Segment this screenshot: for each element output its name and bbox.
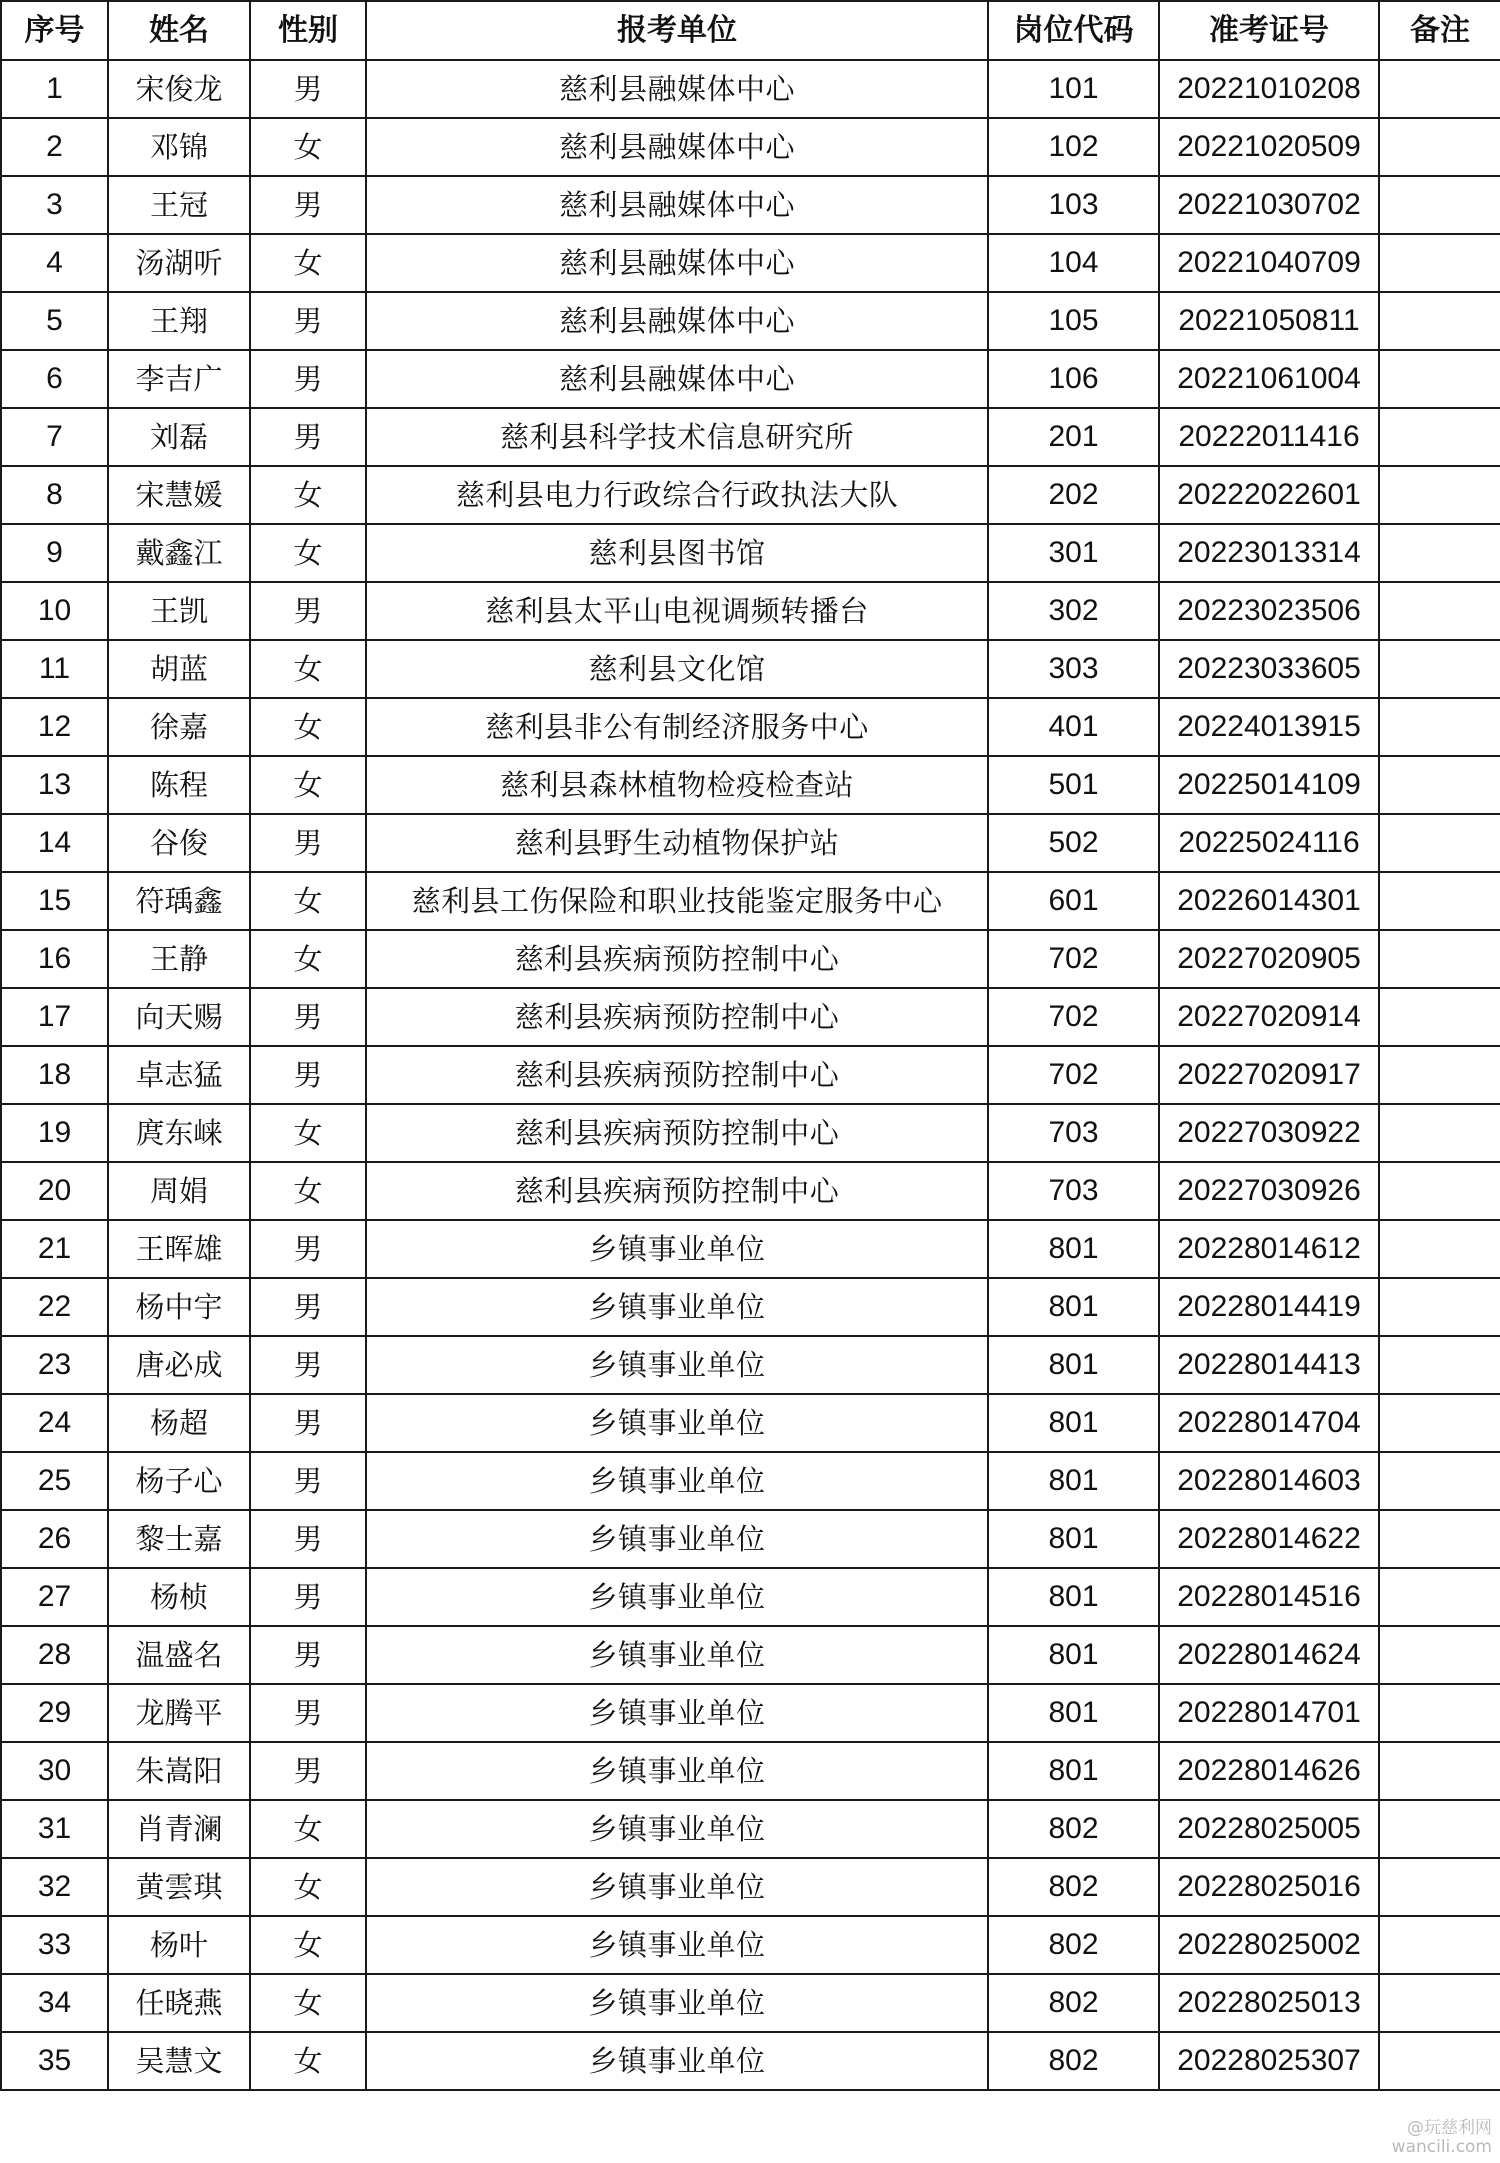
cell-gender: 男 [250,1510,366,1568]
cell-remark [1379,1046,1500,1104]
table-row [1,814,1500,872]
cell-ticket-number: 20228014413 [1159,1336,1379,1394]
cell-name: 刘磊 [108,408,250,466]
cell-post-code: 802 [988,2032,1159,2090]
cell-name: 王翔 [108,292,250,350]
cell-remark [1379,118,1500,176]
cell-ticket-number: 20227020917 [1159,1046,1379,1104]
cell-unit: 慈利县融媒体中心 [366,292,988,350]
cell-serial: 18 [1,1046,108,1104]
cell-serial: 5 [1,292,108,350]
cell-post-code: 103 [988,176,1159,234]
cell-serial: 22 [1,1278,108,1336]
cell-remark [1379,698,1500,756]
cell-ticket-number: 20225024116 [1159,814,1379,872]
cell-post-code: 501 [988,756,1159,814]
cell-ticket-number: 20222011416 [1159,408,1379,466]
header-serial: 序号 [1,1,108,60]
cell-post-code: 802 [988,1800,1159,1858]
table-row [1,292,1500,350]
cell-remark [1379,1452,1500,1510]
cell-gender: 女 [250,1162,366,1220]
cell-remark [1379,176,1500,234]
cell-gender: 男 [250,60,366,118]
cell-name: 黄雲琪 [108,1858,250,1916]
cell-name: 任晓燕 [108,1974,250,2032]
cell-unit: 乡镇事业单位 [366,1626,988,1684]
cell-unit: 慈利县疾病预防控制中心 [366,1104,988,1162]
cell-post-code: 303 [988,640,1159,698]
cell-ticket-number: 20223013314 [1159,524,1379,582]
cell-serial: 29 [1,1684,108,1742]
cell-name: 王凯 [108,582,250,640]
cell-name: 向天赐 [108,988,250,1046]
cell-ticket-number: 20228014624 [1159,1626,1379,1684]
cell-unit: 慈利县文化馆 [366,640,988,698]
cell-ticket-number: 20227020905 [1159,930,1379,988]
cell-gender: 男 [250,1684,366,1742]
cell-serial: 33 [1,1916,108,1974]
table-row [1,466,1500,524]
cell-name: 卓志猛 [108,1046,250,1104]
cell-gender: 男 [250,408,366,466]
table-row [1,930,1500,988]
cell-name: 杨桢 [108,1568,250,1626]
cell-gender: 男 [250,988,366,1046]
cell-name: 龙腾平 [108,1684,250,1742]
cell-post-code: 802 [988,1974,1159,2032]
cell-serial: 15 [1,872,108,930]
cell-ticket-number: 20221030702 [1159,176,1379,234]
cell-post-code: 502 [988,814,1159,872]
cell-gender: 男 [250,1568,366,1626]
cell-ticket-number: 20228014701 [1159,1684,1379,1742]
cell-ticket-number: 20227030926 [1159,1162,1379,1220]
table-row [1,408,1500,466]
site-watermark [1392,2119,1492,2157]
cell-post-code: 201 [988,408,1159,466]
cell-serial: 23 [1,1336,108,1394]
cell-unit: 慈利县森林植物检疫检查站 [366,756,988,814]
cell-name: 周娟 [108,1162,250,1220]
cell-serial: 20 [1,1162,108,1220]
cell-post-code: 105 [988,292,1159,350]
cell-ticket-number: 20223023506 [1159,582,1379,640]
cell-serial: 32 [1,1858,108,1916]
cell-serial: 10 [1,582,108,640]
watermark-line-1: @玩慈利网 [1407,2118,1492,2138]
cell-serial: 3 [1,176,108,234]
cell-serial: 26 [1,1510,108,1568]
cell-name: 杨叶 [108,1916,250,1974]
cell-post-code: 801 [988,1220,1159,1278]
cell-gender: 女 [250,1916,366,1974]
cell-gender: 男 [250,1336,366,1394]
cell-post-code: 102 [988,118,1159,176]
roster-body [1,60,1500,2090]
cell-unit: 乡镇事业单位 [366,1974,988,2032]
table-row [1,1278,1500,1336]
cell-remark [1379,1916,1500,1974]
cell-unit: 乡镇事业单位 [366,1394,988,1452]
cell-post-code: 106 [988,350,1159,408]
cell-unit: 慈利县非公有制经济服务中心 [366,698,988,756]
cell-unit: 慈利县融媒体中心 [366,234,988,292]
cell-unit: 慈利县科学技术信息研究所 [366,408,988,466]
cell-name: 黎士嘉 [108,1510,250,1568]
cell-gender: 男 [250,1278,366,1336]
table-row [1,1046,1500,1104]
table-row [1,1568,1500,1626]
table-row [1,1452,1500,1510]
cell-unit: 乡镇事业单位 [366,1684,988,1742]
cell-post-code: 801 [988,1684,1159,1742]
cell-remark [1379,1162,1500,1220]
cell-serial: 11 [1,640,108,698]
cell-gender: 女 [250,756,366,814]
cell-gender: 男 [250,1626,366,1684]
cell-gender: 女 [250,524,366,582]
cell-unit: 慈利县疾病预防控制中心 [366,1162,988,1220]
cell-remark [1379,1974,1500,2032]
table-row [1,988,1500,1046]
cell-name: 温盛名 [108,1626,250,1684]
cell-serial: 31 [1,1800,108,1858]
cell-unit: 慈利县太平山电视调频转播台 [366,582,988,640]
cell-ticket-number: 20228014419 [1159,1278,1379,1336]
cell-serial: 2 [1,118,108,176]
cell-gender: 男 [250,1394,366,1452]
cell-remark [1379,640,1500,698]
cell-ticket-number: 20221010208 [1159,60,1379,118]
cell-ticket-number: 20228014612 [1159,1220,1379,1278]
cell-name: 宋俊龙 [108,60,250,118]
header-remark: 备注 [1379,1,1500,60]
cell-remark [1379,1858,1500,1916]
cell-post-code: 801 [988,1510,1159,1568]
table-row [1,1916,1500,1974]
cell-unit: 乡镇事业单位 [366,2032,988,2090]
table-row [1,756,1500,814]
table-row [1,60,1500,118]
cell-ticket-number: 20225014109 [1159,756,1379,814]
cell-name: 王晖雄 [108,1220,250,1278]
header-unit: 报考单位 [366,1,988,60]
cell-name: 李吉广 [108,350,250,408]
cell-remark [1379,930,1500,988]
cell-ticket-number: 20228025005 [1159,1800,1379,1858]
watermark-line-2: wancili.com [1391,2137,1492,2157]
cell-remark [1379,1220,1500,1278]
cell-unit: 乡镇事业单位 [366,1336,988,1394]
cell-name: 朱嵩阳 [108,1742,250,1800]
cell-unit: 慈利县图书馆 [366,524,988,582]
cell-name: 王冠 [108,176,250,234]
cell-unit: 慈利县融媒体中心 [366,60,988,118]
cell-unit: 慈利县野生动植物保护站 [366,814,988,872]
table-row [1,234,1500,292]
cell-remark [1379,1626,1500,1684]
table-row [1,176,1500,234]
table-row [1,118,1500,176]
cell-serial: 7 [1,408,108,466]
cell-serial: 24 [1,1394,108,1452]
cell-serial: 27 [1,1568,108,1626]
cell-serial: 14 [1,814,108,872]
cell-ticket-number: 20223033605 [1159,640,1379,698]
cell-remark [1379,1684,1500,1742]
table-row [1,1162,1500,1220]
cell-name: 宋慧媛 [108,466,250,524]
cell-post-code: 702 [988,988,1159,1046]
cell-name: 王静 [108,930,250,988]
cell-unit: 乡镇事业单位 [366,1742,988,1800]
cell-post-code: 401 [988,698,1159,756]
table-row [1,524,1500,582]
cell-unit: 乡镇事业单位 [366,1916,988,1974]
cell-gender: 女 [250,1858,366,1916]
table-row [1,1974,1500,2032]
cell-unit: 慈利县工伤保险和职业技能鉴定服务中心 [366,872,988,930]
cell-serial: 19 [1,1104,108,1162]
cell-serial: 21 [1,1220,108,1278]
cell-post-code: 601 [988,872,1159,930]
cell-post-code: 101 [988,60,1159,118]
cell-gender: 男 [250,582,366,640]
cell-ticket-number: 20221061004 [1159,350,1379,408]
cell-unit: 慈利县融媒体中心 [366,118,988,176]
cell-gender: 女 [250,118,366,176]
cell-remark [1379,1800,1500,1858]
cell-serial: 12 [1,698,108,756]
cell-ticket-number: 20226014301 [1159,872,1379,930]
table-row [1,640,1500,698]
table-row [1,350,1500,408]
cell-ticket-number: 20228014622 [1159,1510,1379,1568]
cell-unit: 乡镇事业单位 [366,1510,988,1568]
cell-gender: 女 [250,234,366,292]
cell-serial: 28 [1,1626,108,1684]
cell-name: 杨子心 [108,1452,250,1510]
cell-remark [1379,234,1500,292]
cell-post-code: 302 [988,582,1159,640]
table-row [1,2032,1500,2090]
cell-ticket-number: 20228014516 [1159,1568,1379,1626]
cell-post-code: 801 [988,1742,1159,1800]
cell-remark [1379,524,1500,582]
cell-post-code: 801 [988,1278,1159,1336]
cell-name: 戴鑫江 [108,524,250,582]
cell-remark [1379,350,1500,408]
cell-gender: 男 [250,292,366,350]
cell-gender: 女 [250,1800,366,1858]
cell-post-code: 703 [988,1104,1159,1162]
cell-serial: 8 [1,466,108,524]
cell-gender: 男 [250,1046,366,1104]
cell-remark [1379,756,1500,814]
cell-serial: 34 [1,1974,108,2032]
cell-gender: 女 [250,1974,366,2032]
cell-gender: 男 [250,1742,366,1800]
cell-name: 庹东崃 [108,1104,250,1162]
cell-post-code: 702 [988,930,1159,988]
cell-ticket-number: 20228014626 [1159,1742,1379,1800]
table-row [1,1858,1500,1916]
cell-gender: 男 [250,176,366,234]
cell-ticket-number: 20221050811 [1159,292,1379,350]
cell-unit: 乡镇事业单位 [366,1452,988,1510]
cell-ticket-number: 20228025307 [1159,2032,1379,2090]
cell-ticket-number: 20227020914 [1159,988,1379,1046]
cell-remark [1379,1742,1500,1800]
cell-serial: 4 [1,234,108,292]
cell-name: 吴慧文 [108,2032,250,2090]
cell-remark [1379,872,1500,930]
cell-serial: 13 [1,756,108,814]
cell-unit: 慈利县融媒体中心 [366,350,988,408]
cell-serial: 9 [1,524,108,582]
cell-serial: 25 [1,1452,108,1510]
cell-post-code: 802 [988,1858,1159,1916]
header-name: 姓名 [108,1,250,60]
cell-unit: 乡镇事业单位 [366,1220,988,1278]
cell-gender: 男 [250,814,366,872]
table-row [1,582,1500,640]
cell-unit: 慈利县融媒体中心 [366,176,988,234]
cell-ticket-number: 20228025016 [1159,1858,1379,1916]
cell-gender: 男 [250,1452,366,1510]
cell-gender: 男 [250,1220,366,1278]
cell-serial: 17 [1,988,108,1046]
cell-ticket-number: 20228014704 [1159,1394,1379,1452]
cell-remark [1379,408,1500,466]
table-row [1,1800,1500,1858]
cell-serial: 35 [1,2032,108,2090]
cell-remark [1379,1278,1500,1336]
cell-unit: 慈利县疾病预防控制中心 [366,930,988,988]
header-post-code: 岗位代码 [988,1,1159,60]
cell-name: 徐嘉 [108,698,250,756]
cell-unit: 乡镇事业单位 [366,1568,988,1626]
cell-remark [1379,1568,1500,1626]
cell-name: 陈程 [108,756,250,814]
cell-serial: 30 [1,1742,108,1800]
table-row [1,1104,1500,1162]
cell-remark [1379,1104,1500,1162]
table-row [1,872,1500,930]
cell-name: 符瑀鑫 [108,872,250,930]
cell-ticket-number: 20221020509 [1159,118,1379,176]
cell-name: 杨中宇 [108,1278,250,1336]
cell-post-code: 801 [988,1452,1159,1510]
cell-name: 胡蓝 [108,640,250,698]
cell-gender: 女 [250,930,366,988]
cell-gender: 女 [250,466,366,524]
cell-remark [1379,2032,1500,2090]
table-row [1,1742,1500,1800]
cell-post-code: 801 [988,1626,1159,1684]
cell-remark [1379,292,1500,350]
cell-post-code: 802 [988,1916,1159,1974]
cell-unit: 慈利县电力行政综合行政执法大队 [366,466,988,524]
cell-ticket-number: 20228014603 [1159,1452,1379,1510]
cell-unit: 乡镇事业单位 [366,1800,988,1858]
cell-ticket-number: 20227030922 [1159,1104,1379,1162]
cell-serial: 1 [1,60,108,118]
cell-remark [1379,1336,1500,1394]
cell-unit: 慈利县疾病预防控制中心 [366,988,988,1046]
cell-remark [1379,60,1500,118]
cell-post-code: 801 [988,1394,1159,1452]
cell-post-code: 801 [988,1336,1159,1394]
cell-gender: 女 [250,698,366,756]
table-row [1,1220,1500,1278]
cell-ticket-number: 20224013915 [1159,698,1379,756]
cell-name: 谷俊 [108,814,250,872]
cell-gender: 女 [250,872,366,930]
cell-gender: 女 [250,640,366,698]
cell-remark [1379,466,1500,524]
cell-gender: 女 [250,2032,366,2090]
cell-post-code: 104 [988,234,1159,292]
cell-serial: 16 [1,930,108,988]
cell-name: 肖青澜 [108,1800,250,1858]
cell-post-code: 301 [988,524,1159,582]
cell-remark [1379,814,1500,872]
cell-serial: 6 [1,350,108,408]
cell-post-code: 702 [988,1046,1159,1104]
cell-post-code: 801 [988,1568,1159,1626]
cell-post-code: 703 [988,1162,1159,1220]
cell-name: 汤湖听 [108,234,250,292]
cell-gender: 男 [250,350,366,408]
table-row [1,1394,1500,1452]
header-ticket-number: 准考证号 [1159,1,1379,60]
cell-ticket-number: 20228025002 [1159,1916,1379,1974]
cell-unit: 乡镇事业单位 [366,1278,988,1336]
header-gender: 性别 [250,1,366,60]
cell-post-code: 202 [988,466,1159,524]
cell-unit: 慈利县疾病预防控制中心 [366,1046,988,1104]
cell-remark [1379,1510,1500,1568]
cell-name: 杨超 [108,1394,250,1452]
cell-remark [1379,1394,1500,1452]
header-row [1,1,1500,60]
cell-remark [1379,988,1500,1046]
cell-ticket-number: 20222022601 [1159,466,1379,524]
cell-remark [1379,582,1500,640]
cell-name: 邓锦 [108,118,250,176]
table-row [1,1626,1500,1684]
table-row [1,1510,1500,1568]
cell-name: 唐必成 [108,1336,250,1394]
table-row [1,698,1500,756]
cell-gender: 女 [250,1104,366,1162]
cell-ticket-number: 20221040709 [1159,234,1379,292]
table-row [1,1684,1500,1742]
cell-ticket-number: 20228025013 [1159,1974,1379,2032]
cell-unit: 乡镇事业单位 [366,1858,988,1916]
table-row [1,1336,1500,1394]
